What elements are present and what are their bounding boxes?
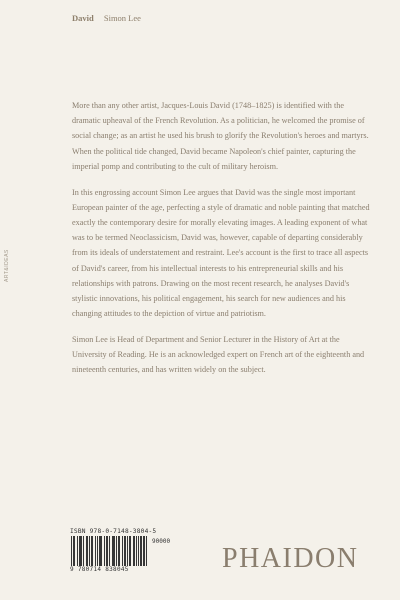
paragraph-author-bio: Simon Lee is Head of Department and Senior Lecturer in the History of Art at the University of Reading. He is an acknowledged expert on French art of the eighteenth and nineteenth centuries, and has written widely on the subject.: [72, 334, 365, 375]
book-header: [72, 13, 141, 23]
price-code: 90000: [152, 538, 171, 545]
blurb: [72, 98, 372, 388]
series-label: ART&IDEAS: [4, 249, 10, 282]
book-author: Simon Lee: [103, 13, 141, 23]
barcode-image: [70, 536, 148, 566]
barcode-number: 9 780714 838045: [70, 566, 129, 573]
isbn-text: ISBN 978-0-7148-3804-5: [70, 528, 157, 535]
publisher-logo: PHAIDON: [222, 543, 359, 574]
paragraph-account: In this engrossing account Simon Lee argues that David was the single most important European painter of the age, perfecting a style of dramatic and noble painting that matched exactly the contemporary desire for morally elevating images. A leading exponent of what was to be termed Neoclassicism, David was, however, capable of departing considerably from its ideals of understatement and restraint. Lee's account is the first to trace all aspects of David's career, from his intellectual interests to his entrepreneurial skills and his relationships with patrons. Drawing on the most recent research, he analyses David's stylistic innovations, his political engagement, his search for new audiences and his changing attitudes to the depiction of virtue and patriotism.: [72, 187, 370, 319]
barcode-block: [70, 528, 180, 573]
book-title: David: [72, 13, 94, 23]
paragraph-intro: More than any other artist, Jacques-Louis David (1748–1825) is identified with the dramatic upheaval of the French Revolution. As a politician, he welcomed the promise of social change; as an artist he used his brush to glorify the Revolution's heroes and martyrs. When the political tide changed, David became Napoleon's chief painter, capturing the imperial pomp and contributing to the cult of military heroism.: [72, 101, 369, 171]
